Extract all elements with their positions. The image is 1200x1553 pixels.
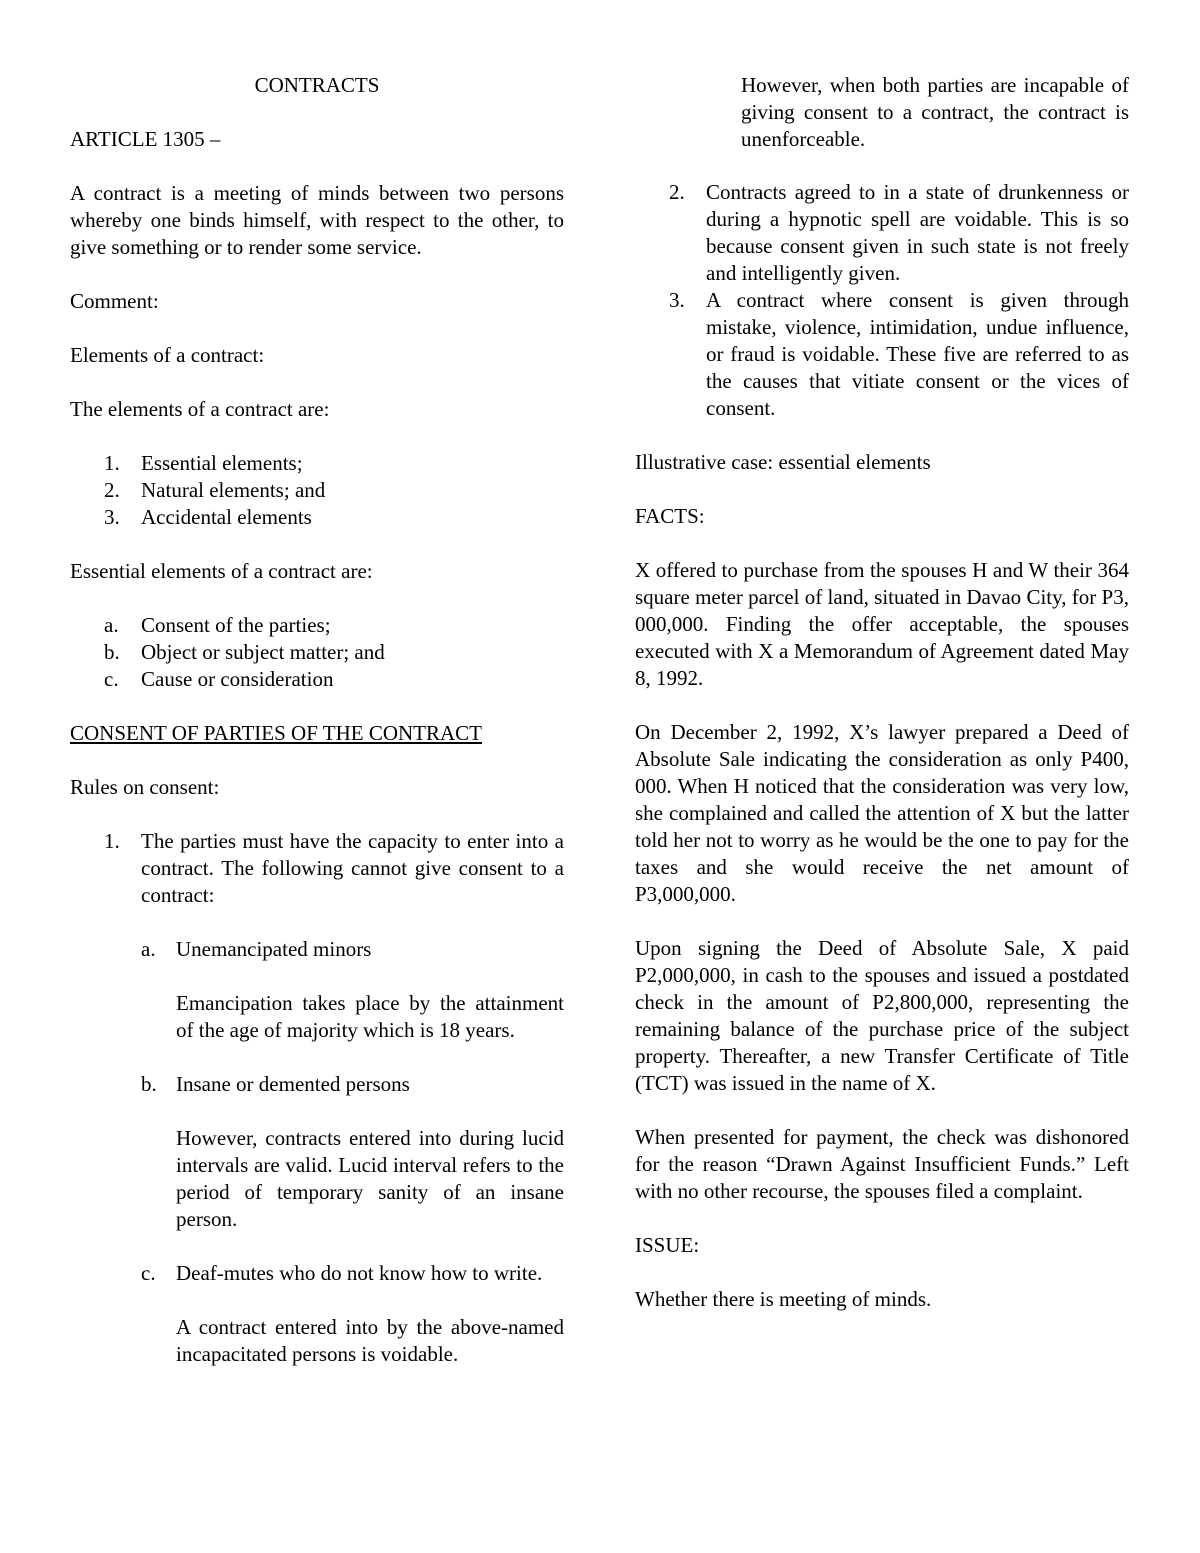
sub-item-a-note: Emancipation takes place by the attainment of the age of majority which is 18 years. [176,991,564,1042]
issue-label: ISSUE: [635,1233,700,1257]
rules-intro: Rules on consent: [70,775,220,799]
sub-item-a: a. Unemancipated minors [141,937,372,961]
rule-1: 1. The parties must have the capacity to enter into a contract. The following cannot give consent to a contract: [104,829,564,907]
sub-item-c-note: A contract entered into by the above-named incapacitated persons is voidable. [176,1315,564,1366]
essential-intro: Essential elements of a contract are: [70,559,373,583]
facts-paragraph-2: On December 2, 1992, X’s lawyer prepared a Deed of Absolute Sale indicating the consideration as only P400, 000. When H noticed that the consideration was very low, she complained and called the attention of X but the latter told her not to worry as he would be the one to pay for the taxes and she would receive the net amount of P3,000,000. [635,720,1129,906]
left-column [70,72,564,1368]
right-column [635,72,1129,1313]
document-title: CONTRACTS [254,73,380,97]
list-item: b. Object or subject matter; and [104,640,385,664]
list-item: a. Consent of the parties; [104,613,331,637]
rule-1-continuation: However, when both parties are incapable of giving consent to a contract, the contract is unenforceable. [741,73,1129,151]
consent-heading: CONSENT OF PARTIES OF THE CONTRACT [70,721,483,745]
list-item: 3. Accidental elements [104,505,312,529]
contract-definition: A contract is a meeting of minds between two persons whereby one binds himself, with respect to the other, to give something or to render some service. [70,181,564,259]
facts-paragraph-3: Upon signing the Deed of Absolute Sale, X paid P2,000,000, in cash to the spouses and issued a postdated check in the amount of P2,800,000, representing the remaining balance of the purchase price of the subject property. Thereafter, a new Transfer Certificate of Title (TCT) was issued in the name of X. [635,936,1129,1095]
facts-label: FACTS: [635,504,705,528]
case-heading: Illustrative case: essential elements [635,450,931,474]
article-heading: ARTICLE 1305 – [70,127,221,151]
list-item: c. Cause or consideration [104,667,334,691]
sub-item-b-note: However, contracts entered into during lucid intervals are valid. Lucid interval refers to the period of temporary sanity of an insane person. [176,1126,564,1231]
elements-list [70,450,564,531]
sub-item-b: b. Insane or demented persons [141,1072,410,1096]
facts-paragraph-4: When presented for payment, the check was dishonored for the reason “Drawn Against Insufficient Funds.” Left with no other recourse, the spouses filed a complaint. [635,1125,1129,1203]
issue-text: Whether there is meeting of minds. [635,1287,932,1311]
elements-intro: The elements of a contract are: [70,397,330,421]
comment-label: Comment: [70,289,159,313]
rule-3: 3. A contract where consent is given through mistake, violence, intimidation, undue influence, or fraud is voidable. These five are referred to as the causes that vitiate consent or the vices of consent. [669,288,1129,420]
list-item: 1. Essential elements; [104,451,303,475]
essential-list [70,612,564,693]
rule-2: 2. Contracts agreed to in a state of drunkenness or during a hypnotic spell are voidable. This is so because consent given in such state is not freely and intelligently given. [669,180,1129,285]
list-item: 2. Natural elements; and [104,478,326,502]
sub-item-c: c. Deaf-mutes who do not know how to write. [141,1261,543,1285]
elements-heading: Elements of a contract: [70,343,265,367]
facts-paragraph-1: X offered to purchase from the spouses H and W their 364 square meter parcel of land, situated in Davao City, for P3, 000,000. Finding the offer acceptable, the spouses executed with X a Memorandum of Agreement dated May 8, 1992. [635,558,1129,690]
